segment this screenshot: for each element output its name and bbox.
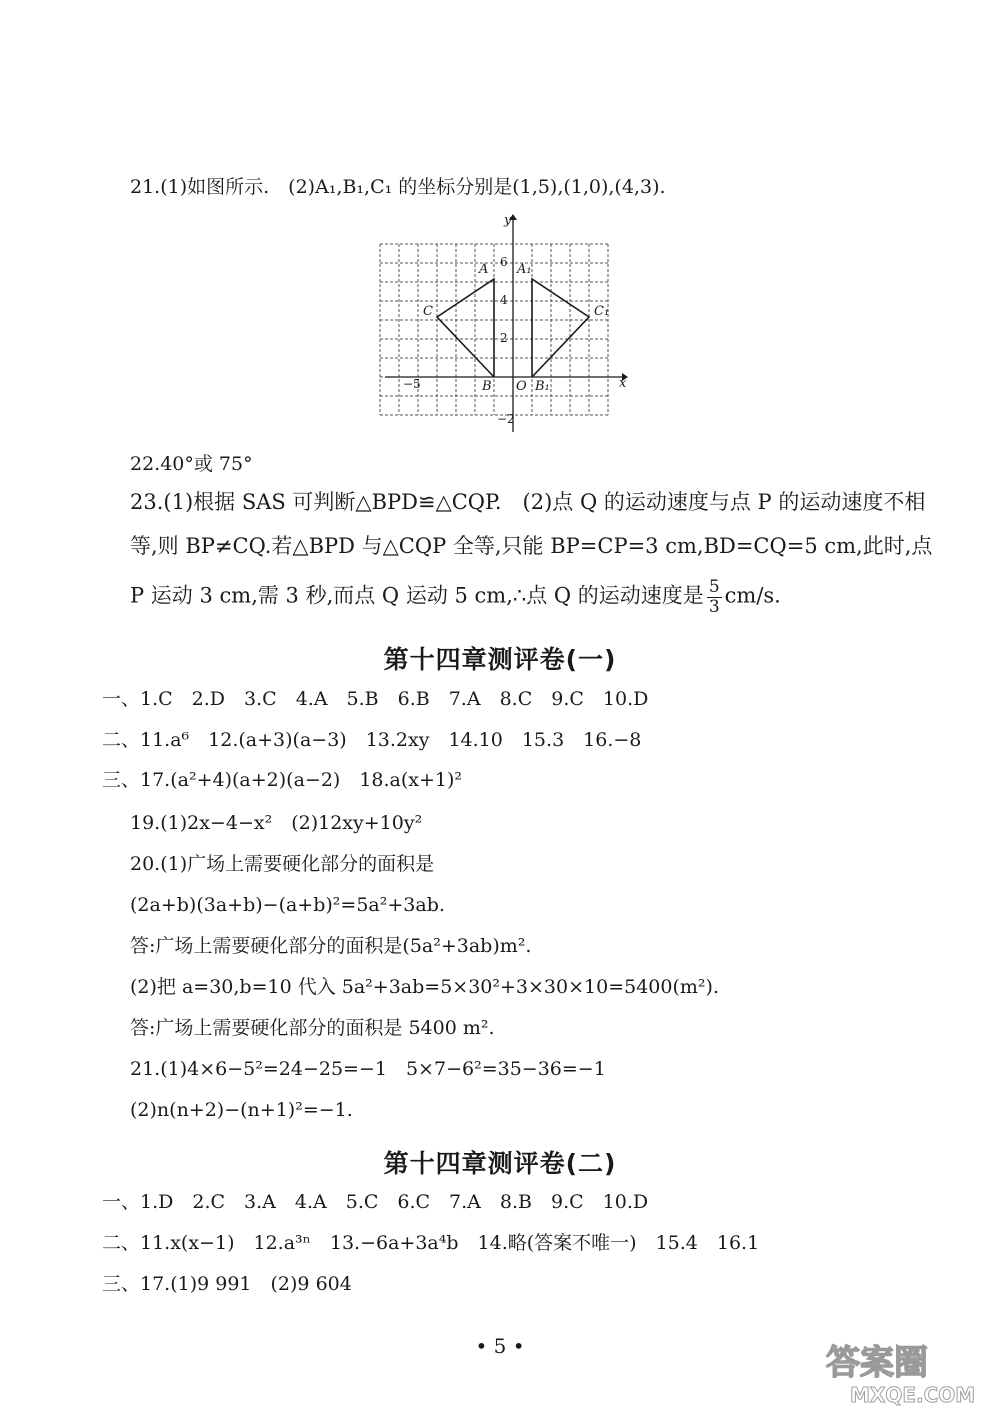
s2-choice-answers: 一、1.D 2.C 3.A 4.A 5.C 6.C 7.A 8.B 9.C 10.D: [102, 1191, 649, 1213]
watermark-url: MXQE.COM: [850, 1383, 976, 1407]
s1-fill-answers: 二、11.a⁶ 12.(a+3)(a−3) 13.2xy 14.10 15.3 16.−8: [102, 729, 642, 751]
tick-neg5: −5: [403, 377, 421, 391]
watermark-logo: [820, 1336, 990, 1408]
tick-neg2: −2: [497, 412, 515, 426]
fraction-numerator: 5: [708, 577, 720, 597]
label-C: C: [423, 304, 433, 319]
s1-q20-intro: 20.(1)广场上需要硬化部分的面积是: [130, 853, 435, 875]
origin-label: O: [516, 379, 527, 394]
q22-answer: 22.40°或 75°: [130, 453, 253, 475]
tick-2: 2: [500, 331, 508, 345]
chapter-heading-2: 第十四章测评卷(二): [383, 1149, 617, 1178]
label-C1: C₁: [594, 304, 610, 319]
tick-6: 6: [500, 255, 508, 269]
s1-choice-answers: 一、1.C 2.D 3.C 4.A 5.B 6.B 7.A 8.C 9.C 10.D: [102, 688, 649, 710]
s1-q20-part2: (2)把 a=30,b=10 代入 5a²+3ab=5×30²+3×30×10=5400(m²).: [130, 976, 719, 998]
s1-q17-18: 三、17.(a²+4)(a+2)(a−2) 18.a(x+1)²: [102, 769, 463, 791]
q23-line-3-text: P 运动 3 cm,需 3 秒,而点 Q 运动 5 cm,∴点 Q 的运动速度是: [130, 583, 704, 608]
x-axis-label: x: [619, 376, 627, 391]
label-A1: A₁: [517, 262, 532, 277]
s1-q20-expr: (2a+b)(3a+b)−(a+b)²=5a²+3ab.: [130, 894, 445, 916]
fraction-denominator: 3: [708, 596, 720, 617]
chapter-heading-1: 第十四章测评卷(一): [383, 645, 617, 674]
watermark-text: 答案圈: [826, 1343, 928, 1383]
q21-answer: 21.(1)如图所示. (2)A₁,B₁,C₁ 的坐标分别是(1,5),(1,0),(4,3).: [130, 176, 666, 198]
q23-line-2: 等,则 BP≠CQ.若△BPD 与△CQP 全等,只能 BP=CP=3 cm,BD=CQ=5 cm,此时,点: [130, 534, 933, 558]
speed-fraction: [707, 578, 722, 616]
quad-left: [437, 279, 494, 377]
coordinate-figure: [380, 212, 625, 437]
s1-q20-answer-2: 答:广场上需要硬化部分的面积是 5400 m².: [130, 1017, 495, 1039]
y-axis-label: y: [504, 213, 512, 228]
s2-q17: 三、17.(1)9 991 (2)9 604: [102, 1273, 352, 1295]
s2-fill-answers: 二、11.x(x−1) 12.a³ⁿ 13.−6a+3a⁴b 14.略(答案不唯一) 15.4 16.1: [102, 1232, 760, 1254]
q23-line-3-unit: cm/s.: [724, 583, 781, 608]
label-A: A: [479, 262, 489, 277]
quad-right: [532, 279, 589, 377]
q23-line-1: 23.(1)根据 SAS 可判断△BPD≌△CQP. (2)点 Q 的运动速度与点 P 的运动速度不相: [130, 490, 926, 514]
s1-q21-part2: (2)n(n+2)−(n+1)²=−1.: [130, 1099, 353, 1121]
tick-4: 4: [500, 293, 508, 307]
s1-q19: 19.(1)2x−4−x² (2)12xy+10y²: [130, 812, 423, 834]
q23-line-3: [130, 578, 781, 616]
s1-q21-part1: 21.(1)4×6−5²=24−25=−1 5×7−6²=35−36=−1: [130, 1058, 606, 1080]
page-number: • 5 •: [475, 1334, 525, 1358]
label-B1: B₁: [535, 379, 550, 394]
s1-q20-answer-1: 答:广场上需要硬化部分的面积是(5a²+3ab)m².: [130, 935, 532, 957]
label-B: B: [482, 379, 492, 394]
